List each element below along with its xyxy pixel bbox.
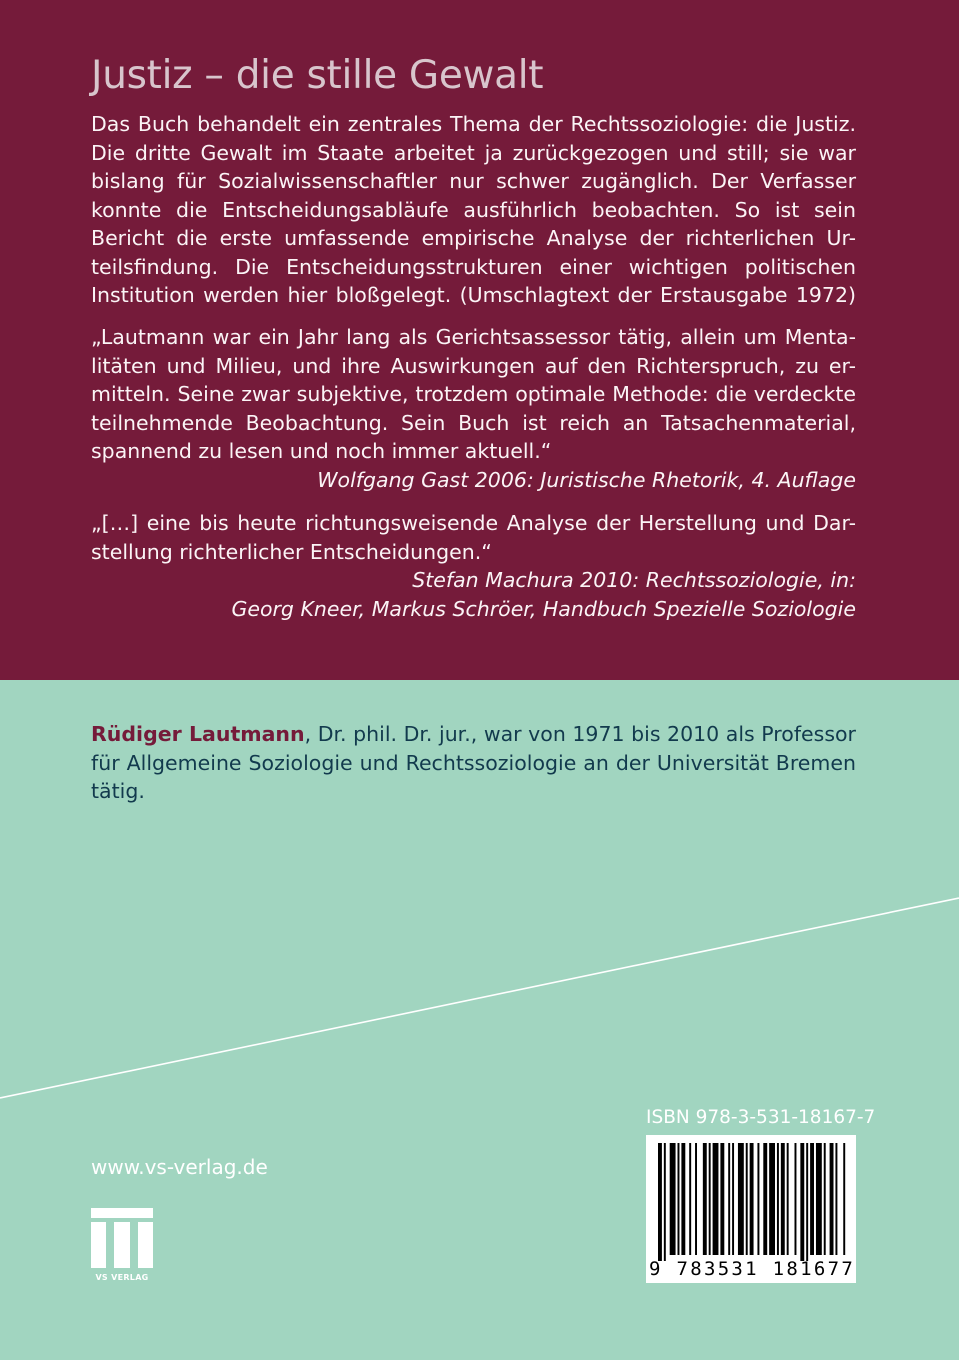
quote-gast — [91, 323, 856, 494]
quote-line: stellung richterlicher Entscheidungen.“ — [91, 539, 492, 564]
blurb-line: bislang für Sozialwissenschaftler nur schwer zugänglich. Der Verfasser — [91, 169, 856, 193]
quote-line: „Lautmann war ein Jahr lang als Gerichtsassessor tätig, allein um Menta- — [91, 325, 856, 349]
author-bio-line: tätig. — [91, 779, 145, 803]
author-bio-line — [91, 720, 856, 749]
quote-machura — [91, 509, 856, 623]
barcode-bar — [746, 1143, 748, 1255]
barcode-bar — [835, 1143, 837, 1255]
logo-text: VS VERLAG — [95, 1273, 149, 1282]
blurb-line: teilsfindung. Die Entscheidungsstrukturen einer wichtigen politischen — [91, 254, 856, 279]
barcode-bar — [769, 1143, 775, 1255]
barcode-bar — [703, 1143, 707, 1255]
barcode-bar — [757, 1143, 759, 1255]
barcode-bar — [800, 1143, 804, 1261]
quote-citation: Wolfgang Gast 2006: Juristische Rhetorik, 4. Auflage — [317, 467, 856, 492]
barcode-digits: 9 783531 181677 — [649, 1258, 856, 1280]
barcode-bar — [763, 1143, 767, 1255]
barcode-bar — [678, 1143, 680, 1255]
barcode-bar — [787, 1143, 789, 1255]
barcode-bar — [824, 1143, 826, 1255]
blurb-line: Die dritte Gewalt im Staate arbeitet ja zurückgezogen und still; sie war — [91, 140, 856, 165]
barcode-bar — [777, 1143, 779, 1255]
barcode-bar — [806, 1143, 808, 1261]
barcode-bar — [713, 1143, 719, 1255]
quote-line: mitteln. Seine zwar subjektive, trotzdem optimale Methode: die verdeckte — [91, 382, 856, 406]
barcode-bar — [695, 1143, 697, 1255]
blurb-line: Das Buch behandelt ein zentrales Thema der Rechtssoziologie: die Justiz. — [91, 112, 856, 136]
barcode-bar — [670, 1143, 676, 1255]
blurb-line: konnte die Entscheidungsabläufe ausführlich beobachten. So ist sein — [91, 197, 856, 222]
quote-citation: Georg Kneer, Markus Schröer, Handbuch Spezielle Soziologie — [231, 596, 856, 621]
barcode-bar — [658, 1143, 662, 1261]
isbn-label: ISBN 978-3-531-18167-7 — [646, 1107, 876, 1128]
book-title: Justiz – die stille Gewalt — [91, 53, 544, 98]
quote-line: „[…] eine bis heute richtungsweisende Analyse der Herstellung und Dar- — [91, 511, 856, 535]
barcode-bar — [816, 1143, 822, 1255]
barcode — [646, 1135, 856, 1283]
barcode-bar — [750, 1143, 754, 1255]
barcode-bar — [664, 1143, 666, 1261]
quote-line: teilnehmende Beobachtung. Sein Buch ist reich an Tatsachenmaterial, — [91, 410, 856, 435]
publisher-url[interactable]: www.vs-verlag.de — [91, 1155, 268, 1179]
blurb-line: Bericht die erste umfassende empirische Analyse der richterlichen Ur- — [91, 226, 856, 250]
barcode-bar — [810, 1143, 814, 1255]
barcode-bar — [830, 1143, 834, 1255]
barcode-bar — [795, 1143, 797, 1255]
author-bio-line: für Allgemeine Soziologie und Rechtssoziologie an der Universität Bremen — [91, 750, 856, 775]
barcode-bar — [732, 1143, 734, 1255]
quote-citation: Stefan Machura 2010: Rechtssoziologie, in: — [412, 568, 856, 592]
blurb-paragraph — [91, 110, 856, 310]
author-bio — [91, 720, 856, 806]
author-credentials: , Dr. phil. Dr. jur., war von 1971 bis 2010 als Professor — [304, 722, 856, 746]
barcode-bar — [689, 1143, 691, 1255]
barcode-bar — [681, 1143, 685, 1255]
barcode-bar — [738, 1143, 744, 1255]
barcode-bar — [709, 1143, 711, 1255]
barcode-bar — [728, 1143, 730, 1255]
quote-line: spannend zu lesen und noch immer aktuell.“ — [91, 439, 552, 463]
author-name: Rüdiger Lautmann — [91, 722, 305, 746]
barcode-bar — [843, 1143, 845, 1255]
barcode-bar — [720, 1143, 724, 1255]
barcode-bar — [781, 1143, 785, 1255]
quote-line: litäten und Milieu, und ihre Auswirkungen auf den Richterspruch, zu er- — [91, 353, 856, 378]
blurb-line: Institution werden hier bloßgelegt. (Umschlagtext der Erstausgabe 1972) — [91, 283, 856, 307]
